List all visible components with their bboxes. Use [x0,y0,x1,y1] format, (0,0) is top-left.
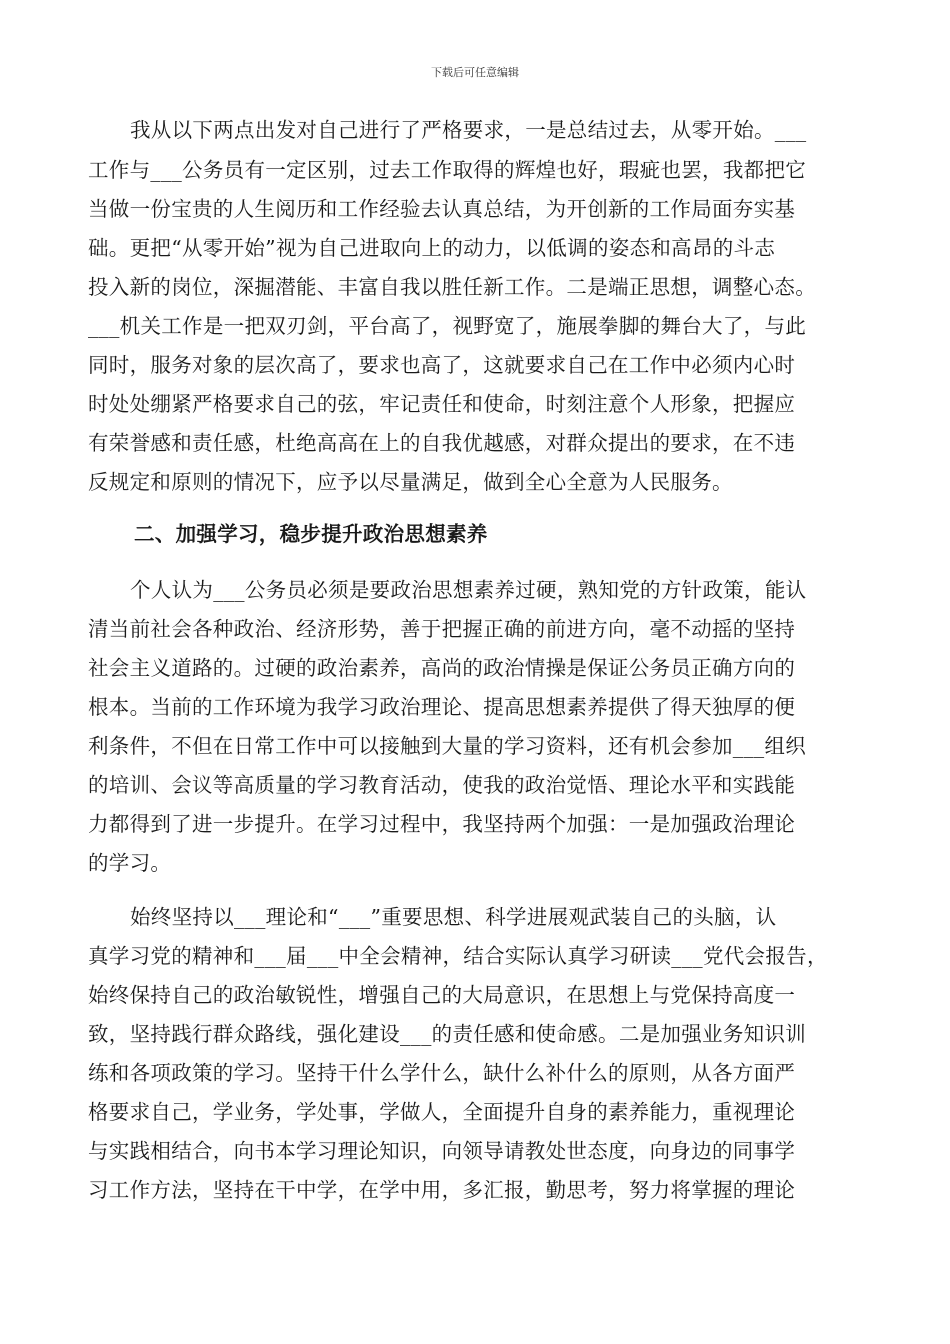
paragraph-1-line-9: 有荣誉感和责任感，杜绝高高在上的自我优越感，对群众提出的要求，在不违 [88,431,796,455]
paragraph-1-line-8: 时处处绷紧严格要求自己的弦，牢记责任和使命，时刻注意个人形象，把握应 [88,392,796,416]
paragraph-2-line-7: 力都得到了进一步提升。在学习过程中，我坚持两个加强：一是加强政治理论 [88,812,796,836]
paragraph-1-line-10: 反规定和原则的情况下，应予以尽量满足，做到全心全意为人民服务。 [88,470,733,494]
paragraph-2-line-8: 的学习。 [88,851,172,875]
paragraph-2-line-2: 清当前社会各种政治、经济形势，善于把握正确的前进方向，毫不动摇的坚持 [88,617,796,641]
paragraph-2-line-5: 利条件，不但在日常工作中可以接触到大量的学习资料，还有机会参加___组织 [88,734,807,758]
paragraph-1-line-4: 础。更把“从零开始”视为自己进取向上的动力，以低调的姿态和高昂的斗志 [88,236,776,260]
paragraph-2-line-4: 根本。当前的工作环境为我学习政治理论、提高思想素养提供了得天独厚的便 [88,695,796,719]
paragraph-1-line-1: 我从以下两点出发对自己进行了严格要求，一是总结过去，从零开始。___ [130,118,807,142]
paragraph-3-line-2: 真学习党的精神和___届___中全会精神，结合实际认真学习研读___党代会报告， [88,944,828,968]
paragraph-1-line-5: 投入新的岗位，深掘潜能、丰富自我以胜任新工作。二是端正思想，调整心态。 [88,275,816,299]
paragraph-1-line-7: 同时，服务对象的层次高了，要求也高了，这就要求自己在工作中必须内心时 [88,353,796,377]
paragraph-3-line-5: 练和各项政策的学习。坚持干什么学什么，缺什么补什么的原则，从各方面严 [88,1061,796,1085]
paragraph-1-line-3: 当做一份宝贵的人生阅历和工作经验去认真总结，为开创新的工作局面夯实基 [88,197,796,221]
paragraph-1-line-2: 工作与___公务员有一定区别，过去工作取得的辉煌也好，瑕疵也罢，我都把它 [88,158,807,182]
paragraph-3-line-6: 格要求自己，学业务，学处事，学做人，全面提升自身的素养能力，重视理论 [88,1100,796,1124]
page-header: 下载后可任意编辑 [431,66,519,79]
paragraph-2-line-6: 的培训、会议等高质量的学习教育活动，使我的政治觉悟、理论水平和实践能 [88,773,796,797]
section-heading: 二、加强学习，稳步提升政治思想素养 [134,522,488,546]
paragraph-3-line-7: 与实践相结合，向书本学习理论知识，向领导请教处世态度，向身边的同事学 [88,1139,796,1163]
paragraph-3-line-4: 致，坚持践行群众路线，强化建设___的责任感和使命感。二是加强业务知识训 [88,1022,807,1046]
paragraph-2-line-1: 个人认为___公务员必须是要政治思想素养过硬，熟知党的方针政策，能认 [130,578,807,602]
paragraph-3-line-1: 始终坚持以___理论和“___”重要思想、科学进展观武装自己的头脑，认 [130,905,777,929]
paragraph-3-line-3: 始终保持自己的政治敏锐性，增强自己的大局意识，在思想上与党保持高度一 [88,983,796,1007]
paragraph-3-line-8: 习工作方法，坚持在干中学，在学中用，多汇报，勤思考，努力将掌握的理论 [88,1178,796,1202]
paragraph-2-line-3: 社会主义道路的。过硬的政治素养，高尚的政治情操是保证公务员正确方向的 [88,656,796,680]
paragraph-1-line-6: ___机关工作是一把双刃剑，平台高了，视野宽了，施展拳脚的舞台大了，与此 [88,314,807,338]
